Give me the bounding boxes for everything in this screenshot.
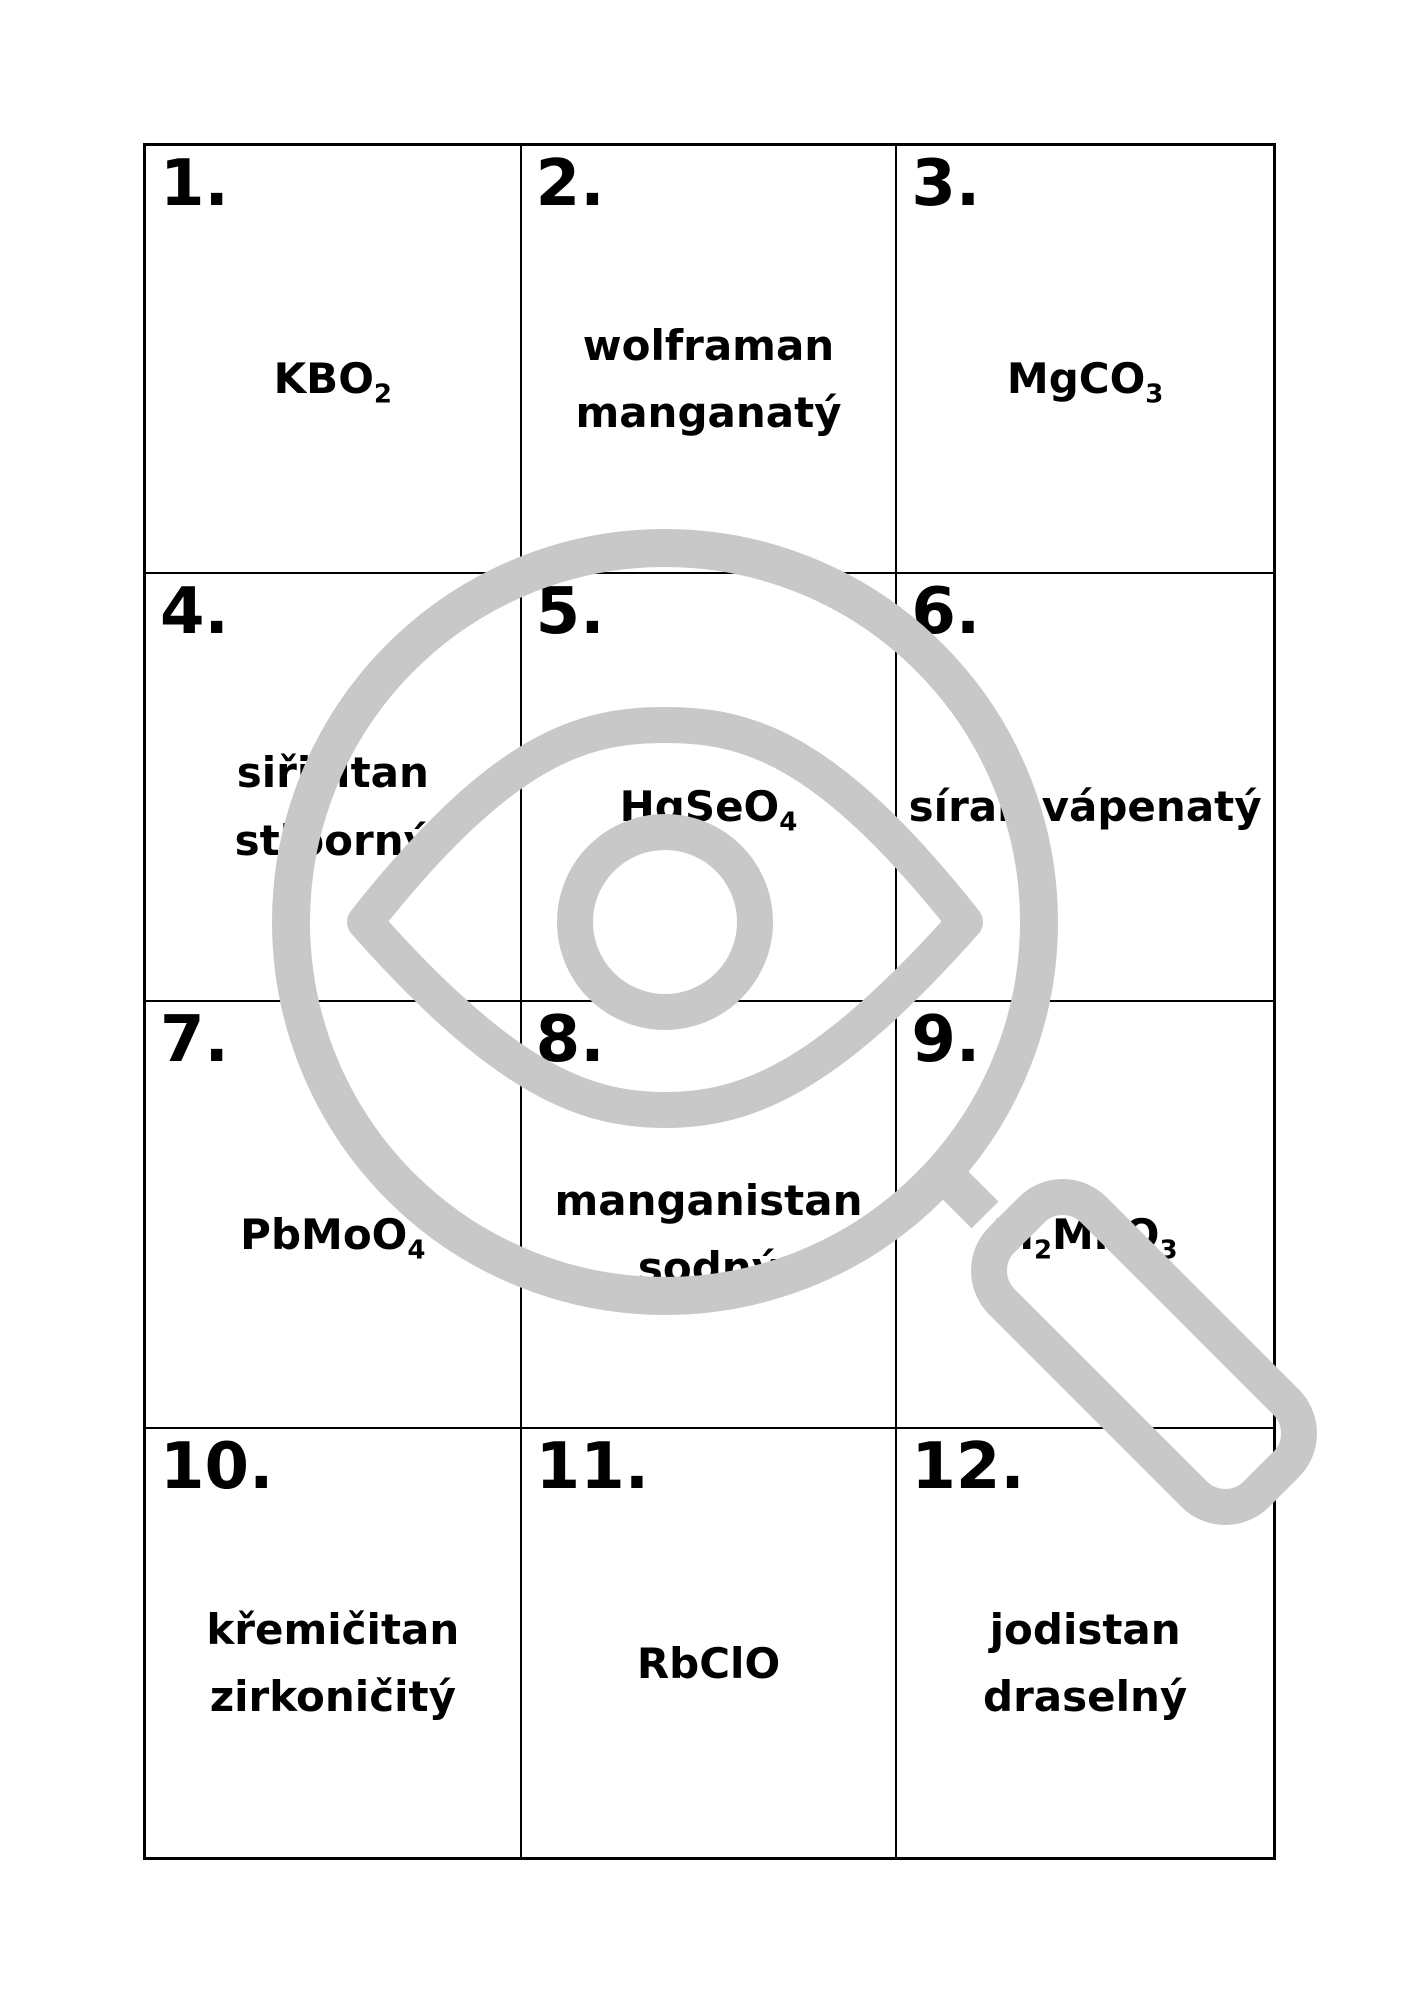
card-formula: PbMoO$_4$ bbox=[240, 1209, 426, 1266]
card-2 bbox=[522, 146, 898, 574]
card-name: siřičitan stiborný bbox=[234, 748, 432, 865]
card-number: 6. bbox=[911, 574, 981, 649]
card-formula: $Li_2MnO_3$ bbox=[992, 1209, 1178, 1266]
card-formula: MgCO$_3$ bbox=[1006, 354, 1164, 410]
card-name: jodistan draselný bbox=[983, 1604, 1188, 1722]
card-number: 11. bbox=[535, 1430, 650, 1505]
card-number: 8. bbox=[535, 1002, 605, 1077]
card-10 bbox=[146, 1429, 522, 1857]
card-formula: $KBO_2$ bbox=[273, 354, 392, 410]
card-9 bbox=[897, 1002, 1273, 1430]
card-grid bbox=[143, 143, 1276, 1860]
card-3 bbox=[897, 146, 1273, 574]
card-number: 9. bbox=[911, 1002, 981, 1077]
card-8 bbox=[522, 1002, 898, 1430]
card-number: 4. bbox=[160, 574, 229, 649]
card-12 bbox=[897, 1429, 1273, 1857]
card-name: manganistan sodný bbox=[554, 1176, 863, 1293]
card-name: křemičitan zirkoničitý bbox=[206, 1604, 460, 1722]
card-number: 1. bbox=[160, 147, 229, 221]
card-number: 12. bbox=[911, 1430, 1025, 1505]
card-number: 10. bbox=[160, 1430, 274, 1505]
card-11 bbox=[522, 1429, 898, 1857]
card-number: 3. bbox=[911, 147, 981, 221]
card-4 bbox=[146, 574, 522, 1002]
card-7 bbox=[146, 1002, 522, 1430]
card-formula: HgSeO$_4$ bbox=[619, 782, 798, 838]
card-1 bbox=[146, 146, 522, 574]
card-6 bbox=[897, 574, 1273, 1002]
card-number: 2. bbox=[535, 147, 605, 221]
card-name: wolframan manganatý bbox=[575, 320, 842, 437]
card-number: 5. bbox=[535, 574, 605, 649]
card-formula: RbClO bbox=[636, 1638, 781, 1688]
card-number: 7. bbox=[160, 1002, 229, 1077]
card-name: síran vápenatý bbox=[908, 782, 1262, 832]
card-5 bbox=[522, 574, 898, 1002]
